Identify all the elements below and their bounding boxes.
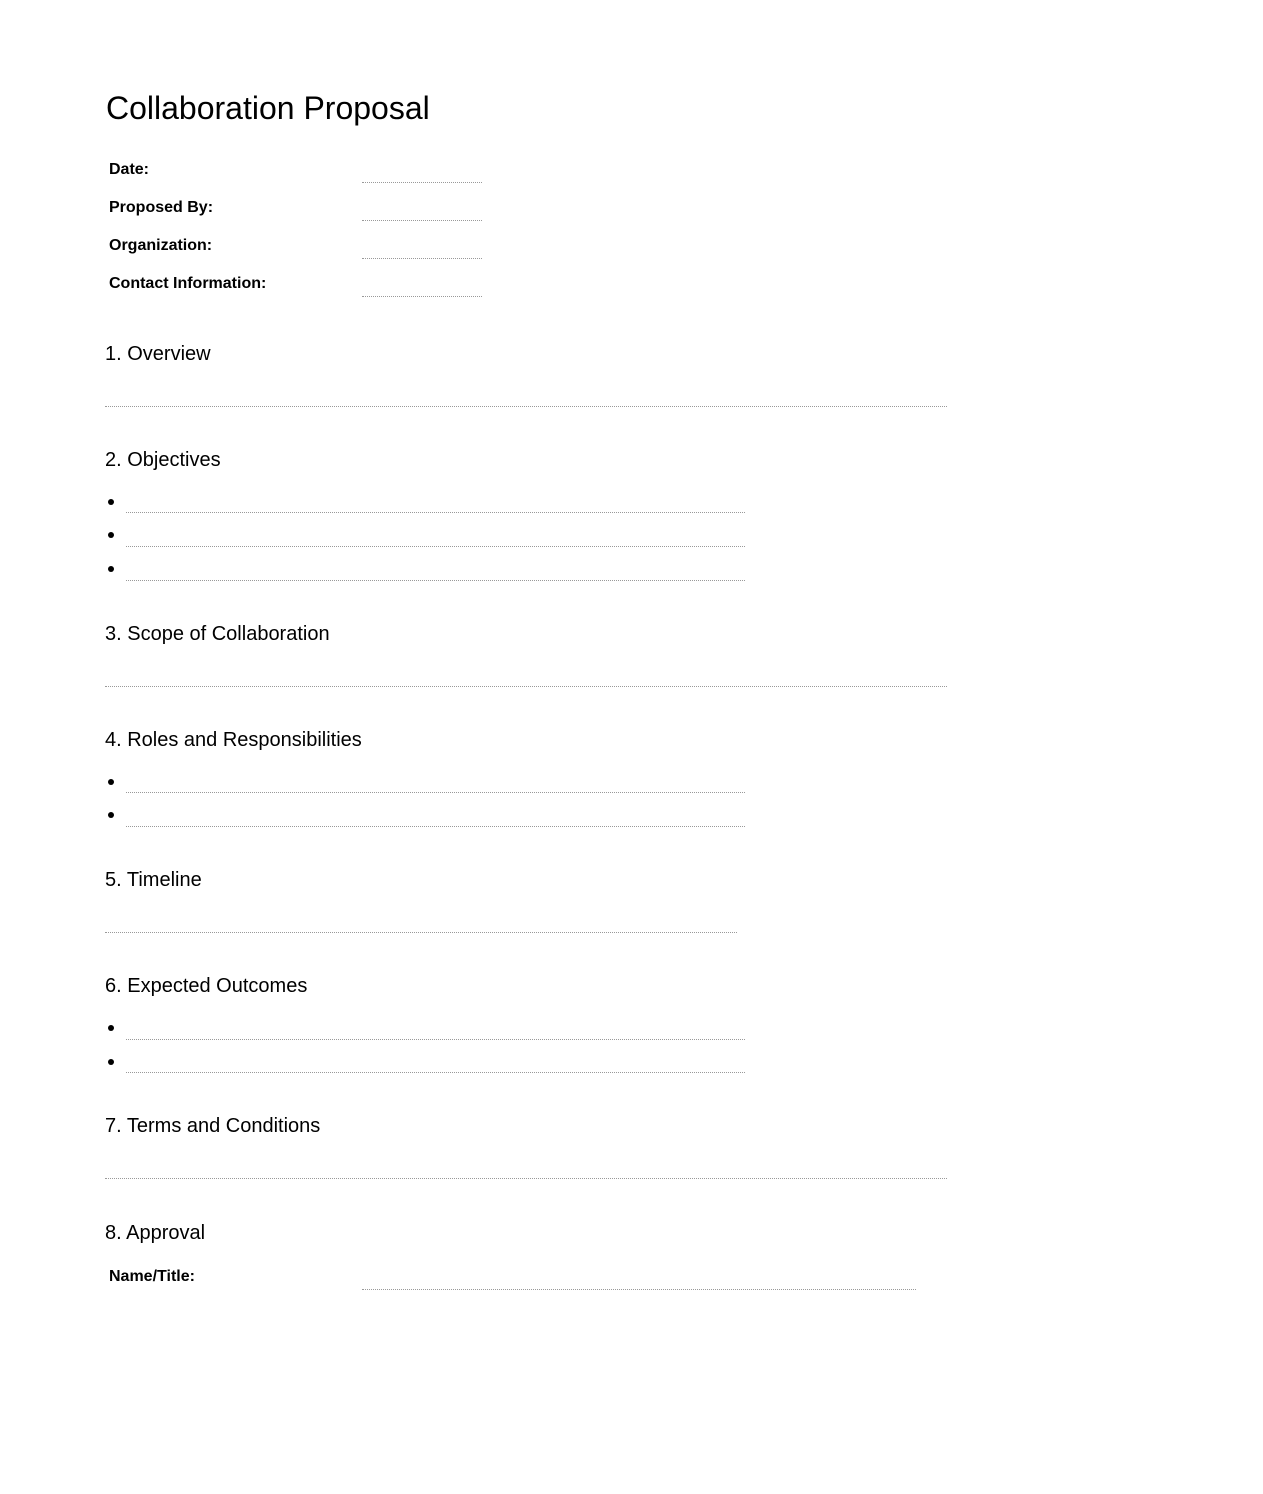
overview-field[interactable]: [105, 406, 947, 407]
organization-field[interactable]: [362, 258, 482, 259]
bullet-icon: [108, 566, 114, 572]
bullet-icon: [108, 1059, 114, 1065]
objective-field[interactable]: [126, 546, 745, 547]
role-field[interactable]: [126, 826, 745, 827]
contact-information-field[interactable]: [362, 296, 482, 297]
section-heading-approval: 8. Approval: [105, 1222, 206, 1244]
page-title: Collaboration Proposal: [106, 90, 430, 126]
objective-field[interactable]: [126, 580, 745, 581]
date-field[interactable]: [362, 182, 482, 183]
organization-label: Organization:: [109, 237, 213, 254]
contact-information-label: Contact Information:: [109, 275, 267, 292]
bullet-icon: [108, 499, 114, 505]
outcome-field[interactable]: [126, 1039, 745, 1040]
bullet-icon: [108, 779, 114, 785]
section-heading-terms: 7. Terms and Conditions: [105, 1115, 321, 1137]
section-heading-overview: 1. Overview: [105, 343, 211, 365]
bullet-icon: [108, 812, 114, 818]
terms-field[interactable]: [105, 1178, 947, 1179]
objective-field[interactable]: [126, 512, 745, 513]
proposed-by-field[interactable]: [362, 220, 482, 221]
section-heading-timeline: 5. Timeline: [105, 869, 202, 891]
name-title-label: Name/Title:: [109, 1268, 195, 1285]
section-heading-scope: 3. Scope of Collaboration: [105, 623, 330, 645]
bullet-icon: [108, 532, 114, 538]
bullet-icon: [108, 1025, 114, 1031]
timeline-field[interactable]: [105, 932, 737, 933]
section-heading-roles: 4. Roles and Responsibilities: [105, 729, 362, 751]
role-field[interactable]: [126, 792, 745, 793]
name-title-field[interactable]: [362, 1289, 916, 1290]
proposed-by-label: Proposed By:: [109, 199, 214, 216]
outcome-field[interactable]: [126, 1072, 745, 1073]
scope-field[interactable]: [105, 686, 947, 687]
date-label: Date:: [109, 161, 150, 178]
section-heading-objectives: 2. Objectives: [105, 449, 221, 471]
section-heading-outcomes: 6. Expected Outcomes: [105, 975, 308, 997]
